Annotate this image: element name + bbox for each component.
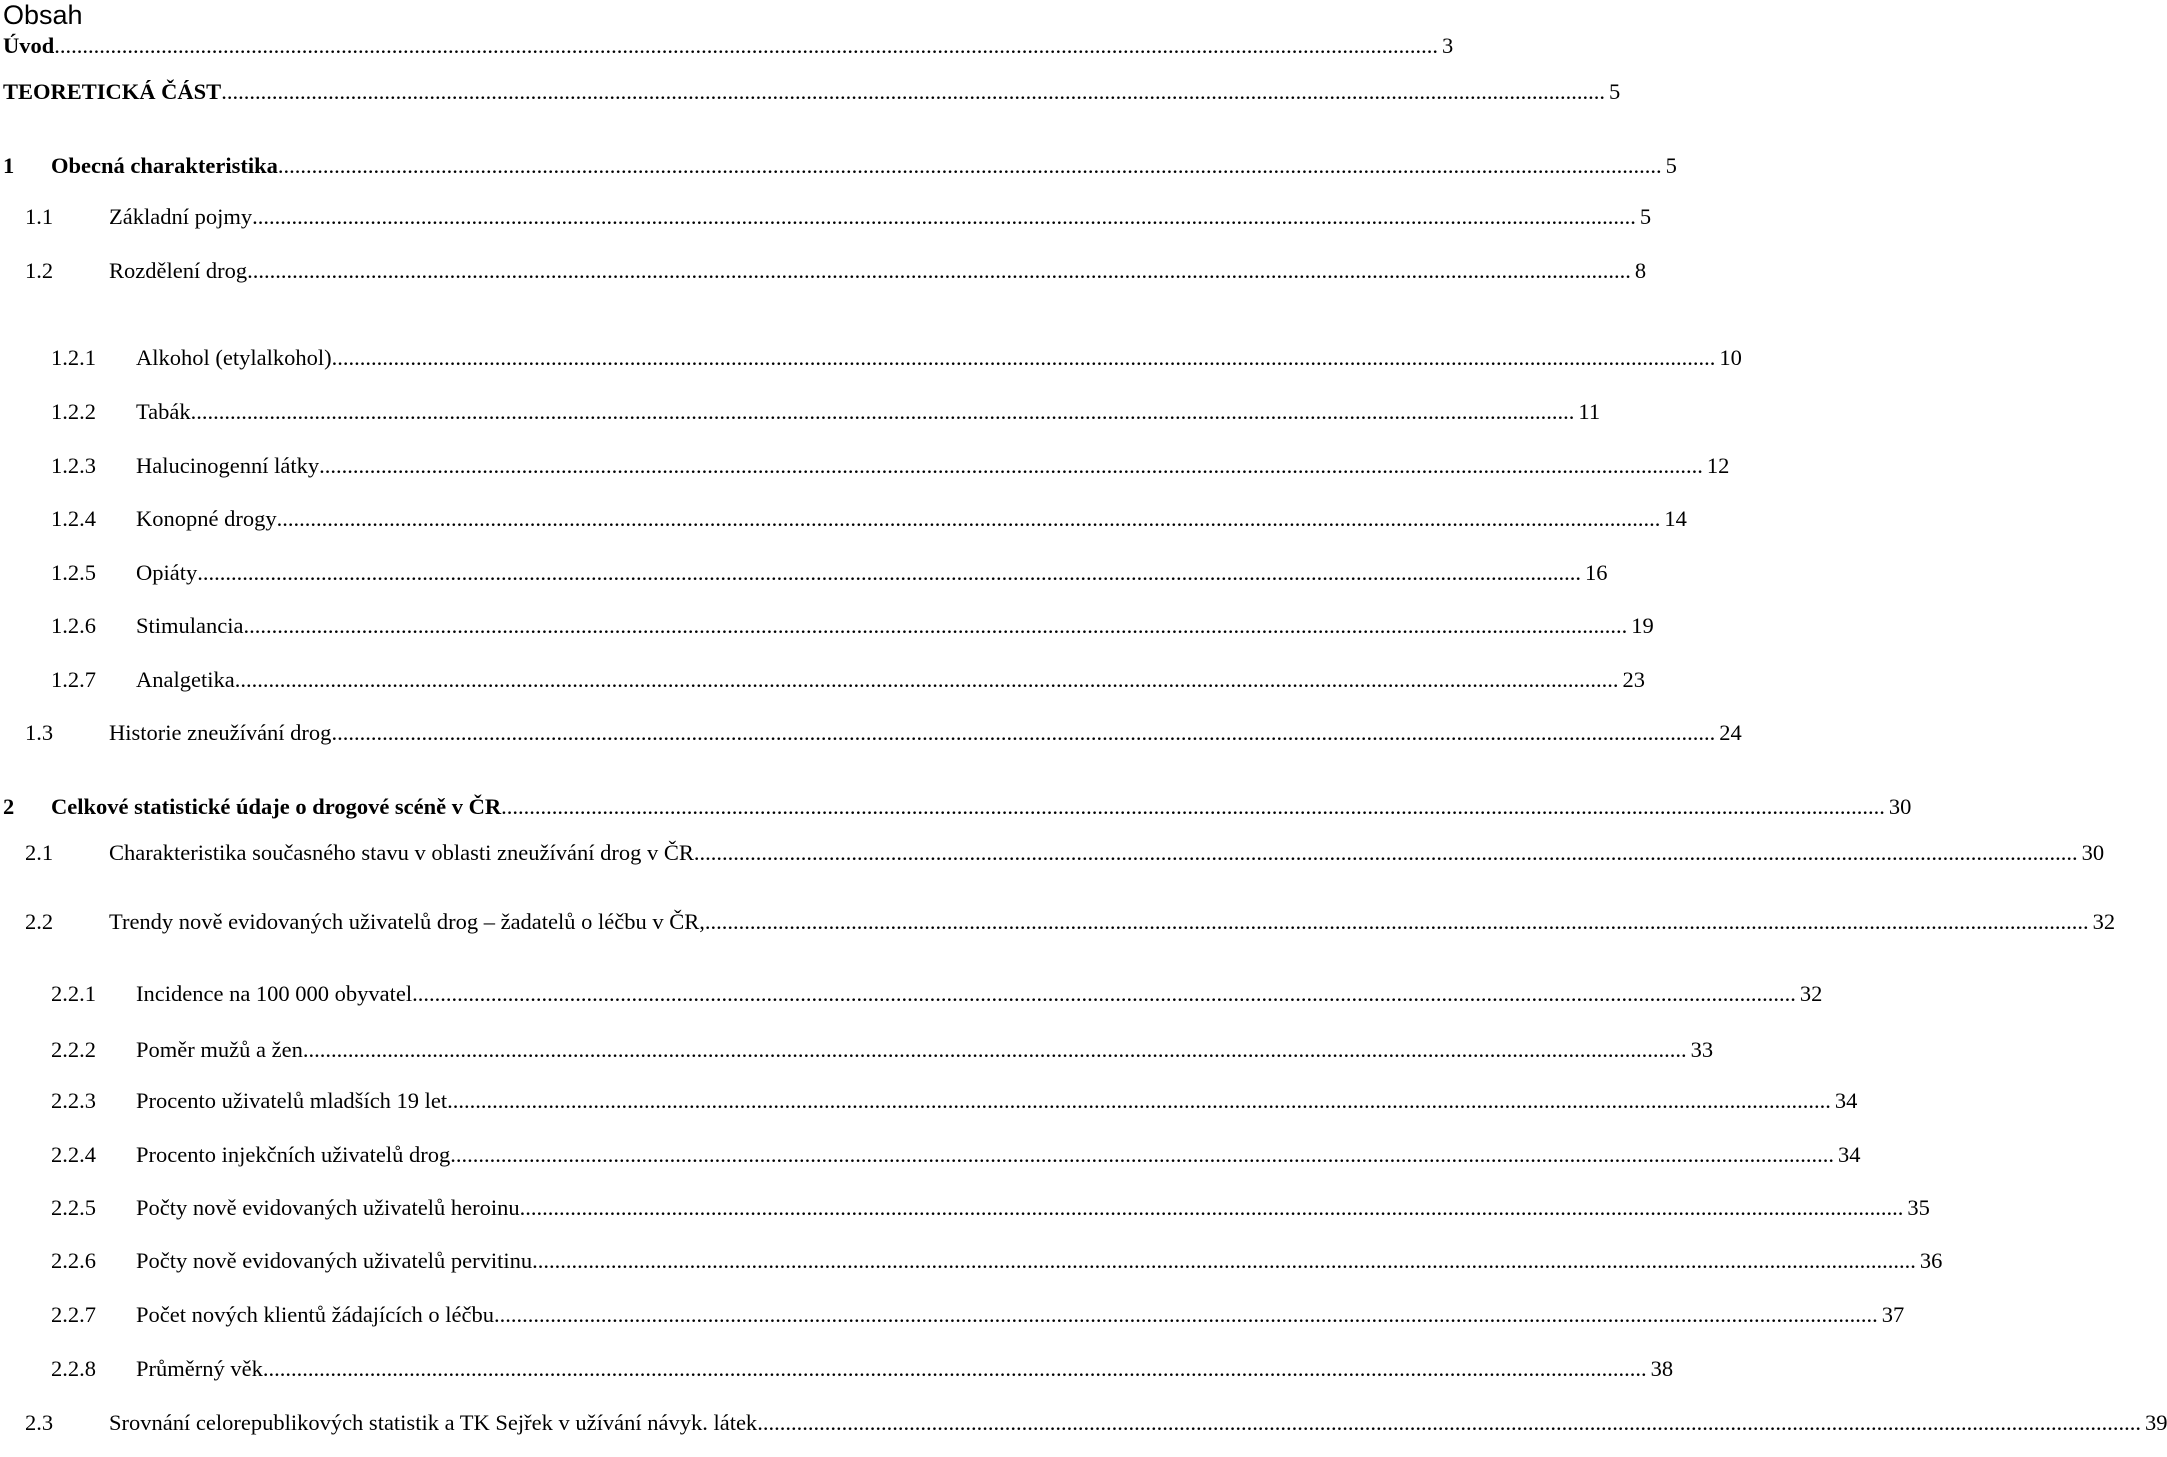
dot-leader	[331, 718, 1715, 748]
toc-entry-title: Analgetika	[136, 667, 235, 692]
dot-leader	[705, 907, 2089, 937]
toc-entry-page: 36	[1919, 1248, 1943, 1273]
toc-entry-title: Počty nově evidovaných uživatelů heroinu	[136, 1195, 520, 1220]
toc-entry-title: Průměrný věk	[136, 1356, 263, 1381]
toc-entry-page: 32	[1799, 981, 1823, 1006]
toc-entry-title: Charakteristika současného stavu v oblasti zneužívání drog v ČR	[109, 840, 694, 865]
toc-entry-number: 2.2.2	[51, 1037, 96, 1062]
toc-entry[interactable]	[25, 907, 2116, 937]
toc-entry-number: 2.2.4	[51, 1142, 96, 1167]
dot-leader	[757, 1408, 2141, 1438]
toc-entry-title: Konopné drogy	[136, 506, 277, 531]
toc-entry[interactable]	[51, 1193, 1930, 1223]
toc-entry[interactable]	[51, 1354, 1674, 1384]
toc-entry-number: 1.2	[25, 258, 54, 283]
toc-entry[interactable]	[25, 256, 1647, 286]
dot-leader	[277, 504, 1661, 534]
toc-entry-page: 5	[1665, 153, 1677, 178]
toc-entry-title: Procento injekčních uživatelů drog	[136, 1142, 451, 1167]
toc-entry[interactable]	[51, 1035, 1714, 1065]
toc-entry-page: 35	[1907, 1195, 1930, 1220]
toc-entry-title: TEORETICKÁ ČÁST	[3, 79, 222, 104]
toc-entry-title: Procento uživatelů mladších 19 let	[136, 1088, 448, 1113]
toc-entry-page: 33	[1690, 1037, 1714, 1062]
toc-entry-page: 38	[1650, 1356, 1674, 1381]
toc-entry-number: 2.2.6	[51, 1248, 96, 1273]
toc-entry-number: 1.1	[25, 204, 54, 229]
toc-entry[interactable]	[51, 504, 1687, 534]
toc-entry[interactable]	[51, 1086, 1858, 1116]
toc-entry-title: Počet nových klientů žádajících o léčbu	[136, 1302, 495, 1327]
toc-entry-number: 2.2.3	[51, 1088, 96, 1113]
toc-entry-title: Trendy nově evidovaných uživatelů drog – žadatelů o léčbu v ČR,	[109, 909, 705, 934]
dot-leader	[694, 838, 2078, 868]
toc-entry-page: 10	[1719, 345, 1742, 370]
toc-entry-title: Tabák	[136, 399, 191, 424]
toc-entry-title: Základní pojmy	[109, 204, 253, 229]
dot-leader	[235, 665, 1619, 695]
dot-leader	[520, 1193, 1904, 1223]
toc-entry-number: 1	[3, 153, 15, 178]
dot-leader	[191, 397, 1575, 427]
toc-entry-title: Opiáty	[136, 560, 198, 585]
toc-entry-title: Celkové statistické údaje o drogové scéně v ČR	[51, 794, 502, 819]
toc-entry-page: 5	[1608, 79, 1621, 104]
toc-entry[interactable]	[25, 202, 1652, 232]
toc-entry[interactable]	[25, 1408, 2167, 1438]
toc-entry-number: 1.2.3	[51, 453, 96, 478]
toc-entry-number: 1.3	[25, 720, 54, 745]
dot-leader	[303, 1035, 1687, 1065]
toc-entry-number: 2.2.5	[51, 1195, 96, 1220]
toc-entry-page: 14	[1664, 506, 1687, 531]
toc-entry-page: 12	[1706, 453, 1730, 478]
dot-leader	[494, 1300, 1878, 1330]
toc-entry-page: 34	[1834, 1088, 1858, 1113]
toc-entry[interactable]	[25, 718, 1742, 748]
toc-entry-number: 2.1	[25, 840, 54, 865]
toc-entry-title: Halucinogenní látky	[136, 453, 320, 478]
toc-entry-title: Počty nově evidovaných uživatelů pervitinu	[136, 1248, 533, 1273]
dot-leader	[221, 77, 1605, 107]
toc-entry-title: Alkohol (etylalkohol)	[136, 345, 332, 370]
dot-leader	[532, 1246, 1916, 1276]
toc-entry-page: 37	[1881, 1302, 1905, 1327]
toc-entry-page: 5	[1639, 204, 1652, 229]
toc-entry-page: 16	[1585, 560, 1608, 585]
toc-entry-page: 11	[1578, 399, 1601, 424]
toc-entry-title: Rozdělení drog	[109, 258, 248, 283]
toc-entry-number: 1.2.7	[51, 667, 96, 692]
toc-entry-title: Srovnání celorepublikových statistik a TK Sejřek v užívání návyk. látek	[109, 1410, 758, 1435]
toc-entry-number: 2	[3, 794, 15, 819]
toc-entry-page: 30	[1888, 794, 1912, 819]
toc-entry[interactable]	[51, 451, 1730, 481]
toc-entry[interactable]	[3, 151, 1677, 181]
toc-entry-page: 23	[1622, 667, 1645, 692]
toc-entry-page: 30	[2081, 840, 2105, 865]
toc-entry-number: 1.2.6	[51, 613, 96, 638]
toc-entry-title: Incidence na 100 000 obyvatel	[136, 981, 413, 1006]
dot-leader	[243, 611, 1627, 641]
toc-entry-number: 1.2.4	[51, 506, 96, 531]
toc-entry[interactable]	[51, 979, 1823, 1009]
dot-leader	[263, 1354, 1647, 1384]
toc-entry[interactable]	[51, 611, 1654, 641]
toc-entry-page: 34	[1838, 1142, 1861, 1167]
toc-entry[interactable]	[51, 1300, 1905, 1330]
dot-leader	[332, 343, 1716, 373]
dot-leader	[54, 31, 1438, 61]
toc-entry-title: Poměr mužů a žen	[136, 1037, 303, 1062]
toc-entry-number: 1.2.2	[51, 399, 96, 424]
toc-entry-title: Obecná charakteristika	[51, 153, 278, 178]
toc-entry[interactable]	[3, 77, 1621, 107]
dot-leader	[450, 1140, 1834, 1170]
toc-entry-page: 19	[1631, 613, 1654, 638]
toc-entry-number: 2.2.8	[51, 1356, 96, 1381]
toc-entry-page: 3	[1442, 33, 1454, 58]
toc-entry-number: 2.3	[25, 1410, 54, 1435]
toc-entry-page: 32	[2092, 909, 2116, 934]
toc-entry-number: 1.2.1	[51, 345, 96, 370]
toc-entry-number: 2.2.1	[51, 981, 96, 1006]
toc-entry-page: 8	[1634, 258, 1647, 283]
toc-entry[interactable]	[3, 31, 1454, 61]
toc-entry[interactable]	[51, 343, 1742, 373]
toc-entry-number: 2.2.7	[51, 1302, 96, 1327]
toc-entry-title: Historie zneužívání drog	[109, 720, 332, 745]
toc-entry[interactable]	[51, 397, 1601, 427]
toc-entry-page: 39	[2144, 1410, 2167, 1435]
toc-entry[interactable]	[51, 1140, 1861, 1170]
toc-entry-title: Úvod	[3, 33, 55, 58]
dot-leader	[412, 979, 1796, 1009]
toc-heading: Obsah	[3, 0, 83, 30]
dot-leader	[278, 151, 1662, 181]
toc-entry-title: Stimulancia	[136, 613, 244, 638]
dot-leader	[197, 558, 1581, 588]
toc-entry[interactable]	[51, 558, 1608, 588]
dot-leader	[247, 256, 1631, 286]
toc-entry[interactable]	[51, 1246, 1943, 1276]
toc-entry[interactable]	[51, 665, 1645, 695]
toc-entry-number: 2.2	[25, 909, 54, 934]
dot-leader	[447, 1086, 1831, 1116]
toc-entry[interactable]	[25, 838, 2105, 868]
dot-leader	[501, 792, 1885, 822]
toc-entry[interactable]	[3, 792, 1912, 822]
dot-leader	[319, 451, 1703, 481]
toc-entry-number: 1.2.5	[51, 560, 96, 585]
dot-leader	[252, 202, 1636, 232]
toc-entry-page: 24	[1719, 720, 1742, 745]
